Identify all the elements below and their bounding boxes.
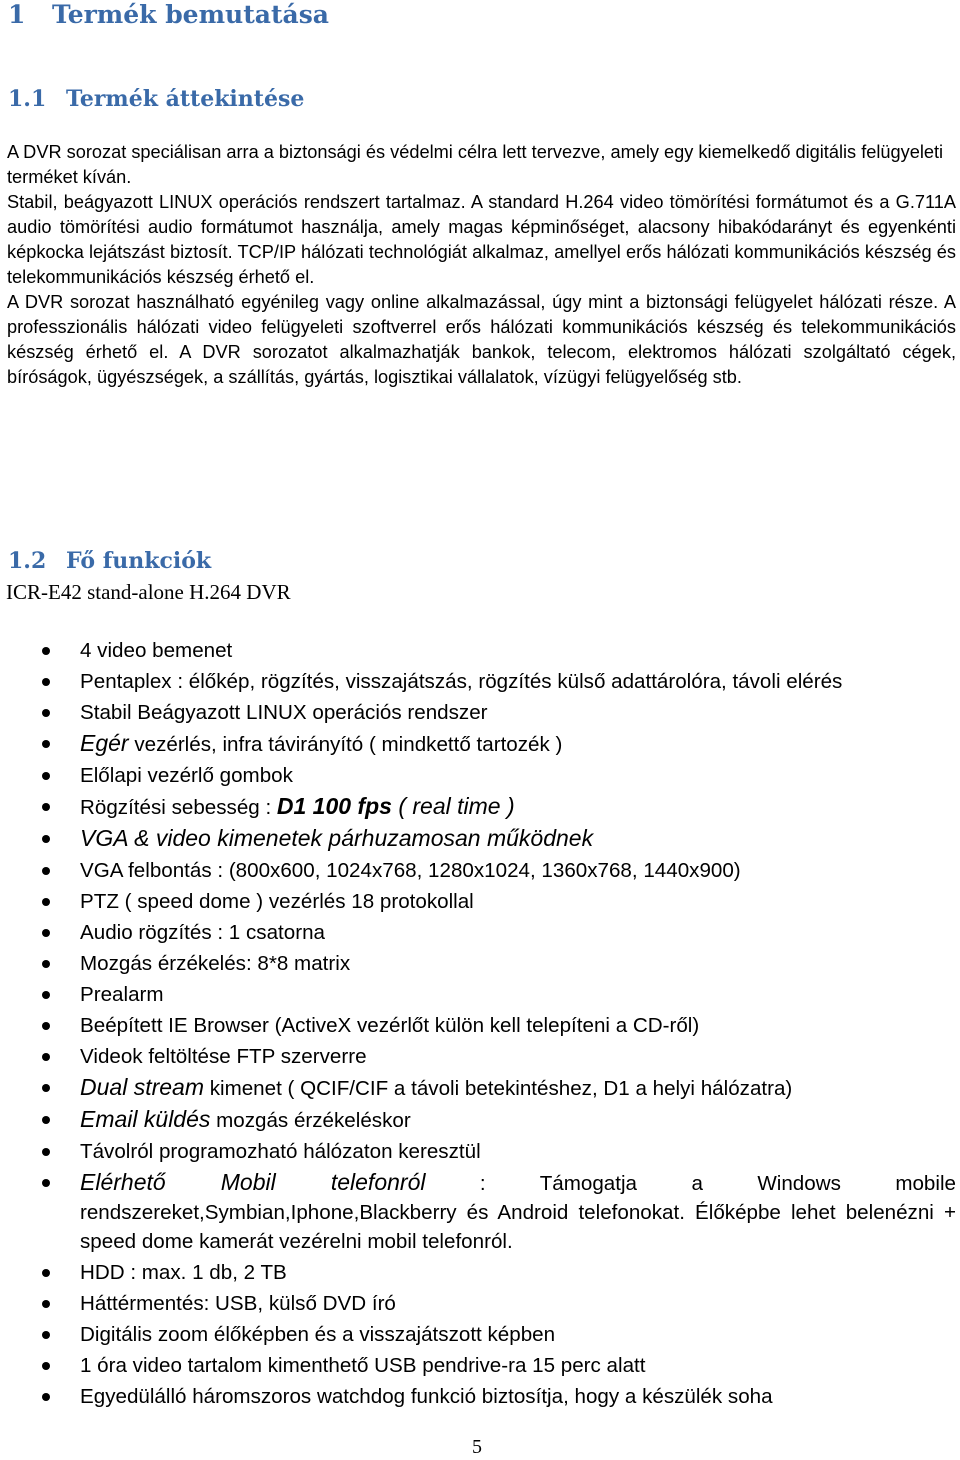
bullet-icon bbox=[42, 1084, 50, 1092]
feature-text: PTZ ( speed dome ) vezérlés 18 protokollal bbox=[80, 890, 474, 913]
bullet-icon bbox=[42, 1300, 50, 1308]
bullet-icon bbox=[42, 709, 50, 717]
feature-item bbox=[0, 887, 956, 916]
bullet-icon bbox=[42, 803, 50, 811]
feature-text: Beépített IE Browser (ActiveX vezérlőt külön kell telepíteni a CD-ről) bbox=[80, 1014, 700, 1037]
feature-item bbox=[0, 1258, 956, 1287]
feature-item bbox=[0, 1320, 956, 1349]
bullet-icon bbox=[42, 835, 50, 843]
feature-item bbox=[0, 667, 956, 696]
feature-text: Videok feltöltése FTP szerverre bbox=[80, 1045, 367, 1068]
feature-item bbox=[0, 1351, 956, 1380]
bullet-icon bbox=[42, 1362, 50, 1370]
feature-emphasis: Elérhető Mobil telefonról bbox=[80, 1169, 426, 1195]
chapter-number: 1 bbox=[8, 0, 26, 29]
bullet-icon bbox=[42, 1116, 50, 1124]
feature-text: Távolról programozható hálózaton keresztül bbox=[80, 1140, 481, 1163]
bullet-icon bbox=[42, 960, 50, 968]
feature-text: Mozgás érzékelés: 8*8 matrix bbox=[80, 952, 351, 975]
feature-item bbox=[0, 1042, 956, 1071]
feature-item bbox=[0, 792, 956, 822]
section-title: Fő funkciók bbox=[66, 548, 212, 574]
feature-text: Stabil Beágyazott LINUX operációs rendszer bbox=[80, 701, 488, 724]
feature-item bbox=[0, 636, 956, 665]
bullet-icon bbox=[42, 991, 50, 999]
product-name: ICR-E42 stand-alone H.264 DVR bbox=[6, 580, 291, 604]
bullet-icon bbox=[42, 740, 50, 748]
feature-item bbox=[0, 1073, 956, 1103]
bullet-icon bbox=[42, 678, 50, 686]
overview-sentence-3: A DVR sorozat használható egyénileg vagy online alkalmazással, úgy mint a biztonsági felügyelet hálózati része. A professzionális hálózati video felügyeleti szoftverrel erős hálózati kommunikációs készség és telekommunikációs készség érhető el. A DVR sorozatot alkalmazhatják bankok, telecom, elektromos hálózati szolgáltató cégek, bíróságok, ügyészségek, a szállítás, gyártás, logisztikai vállalatok, vízügyi felügyelőség stb. bbox=[7, 292, 956, 387]
feature-emphasis: VGA & video kimenetek párhuzamosan működnek bbox=[80, 825, 594, 851]
feature-text: : Támogatja a Windows mobile rendszereket,Symbian,Iphone,Blackberry és Android telefonokat. Élőképbe lehet belenézni + speed dome kamerát vezérelni mobil telefonról. bbox=[80, 1172, 956, 1253]
feature-emphasis: ( real time ) bbox=[391, 793, 515, 819]
chapter-heading bbox=[8, 0, 329, 29]
bullet-icon bbox=[42, 1022, 50, 1030]
feature-item bbox=[0, 1105, 956, 1135]
feature-text: mozgás érzékeléskor bbox=[210, 1109, 411, 1132]
feature-item bbox=[0, 824, 956, 854]
chapter-title: Termék bemutatása bbox=[52, 0, 329, 29]
feature-text: Rögzítési sebesség : bbox=[80, 796, 277, 819]
section-number: 1.2 bbox=[8, 548, 47, 574]
section-heading-overview bbox=[8, 86, 304, 112]
feature-text: Audio rögzítés : 1 csatorna bbox=[80, 921, 325, 944]
bullet-icon bbox=[42, 1053, 50, 1061]
feature-item bbox=[0, 761, 956, 790]
bullet-icon bbox=[42, 1393, 50, 1401]
overview-sentence-1: A DVR sorozat speciálisan arra a biztonsági és védelmi célra lett tervezve, amely egy kiemelkedő digitális felügyeleti terméket kíván. bbox=[7, 142, 944, 187]
feature-text: 1 óra video tartalom kimenthető USB pendrive-ra 15 perc alatt bbox=[80, 1354, 646, 1377]
feature-text: Pentaplex : élőkép, rögzítés, visszajátszás, rögzítés külső adattárolóra, távoli elérés bbox=[80, 670, 843, 693]
bullet-icon bbox=[42, 898, 50, 906]
section-title: Termék áttekintése bbox=[66, 86, 305, 112]
feature-item bbox=[0, 1382, 956, 1411]
section-heading-functions bbox=[8, 548, 211, 574]
feature-text: kimenet ( QCIF/CIF a távoli betekintéshez, D1 a helyi hálózatra) bbox=[203, 1077, 793, 1100]
feature-emphasis: Egér bbox=[80, 730, 129, 756]
feature-text: vezérlés, infra távirányító ( mindkettő tartozék ) bbox=[128, 733, 563, 756]
bullet-icon bbox=[42, 1179, 50, 1187]
overview-paragraph bbox=[7, 140, 956, 390]
section-number: 1.1 bbox=[8, 86, 47, 112]
bullet-icon bbox=[42, 772, 50, 780]
feature-text: VGA felbontás : (800x600, 1024x768, 1280x1024, 1360x768, 1440x900) bbox=[80, 859, 741, 882]
bullet-icon bbox=[42, 647, 50, 655]
feature-item bbox=[0, 980, 956, 1009]
bullet-icon bbox=[42, 867, 50, 875]
feature-emphasis: Email küldés bbox=[80, 1106, 211, 1132]
feature-text: Háttérmentés: USB, külső DVD író bbox=[80, 1292, 396, 1315]
feature-text: Egyedülálló háromszoros watchdog funkció biztosítja, hogy a készülék soha bbox=[80, 1385, 773, 1408]
feature-item bbox=[0, 1168, 956, 1256]
feature-item bbox=[0, 949, 956, 978]
bullet-icon bbox=[42, 1331, 50, 1339]
bullet-icon bbox=[42, 929, 50, 937]
feature-item bbox=[0, 1289, 956, 1318]
feature-item bbox=[0, 918, 956, 947]
page-number: 5 bbox=[472, 1436, 482, 1458]
feature-text: Digitális zoom élőképben és a visszajátszott képben bbox=[80, 1323, 556, 1346]
feature-text: Előlapi vezérlő gombok bbox=[80, 764, 293, 787]
feature-text: 4 video bemenet bbox=[80, 639, 233, 662]
overview-sentence-2: Stabil, beágyazott LINUX operációs rendszert tartalmaz. A standard H.264 video tömörítési formátumot és a G.711A audio tömörítési audio formátumot használja, amely magas képminőséget, alacsony hibakódarányt és egyenkénti képkocka lejátszást biztosít. TCP/IP hálózati technológiát alkalmaz, amellyel erős hálózati kommunikációs készség és telekommunikációs készség érhető el. bbox=[7, 192, 956, 287]
feature-emphasis: Dual stream bbox=[80, 1074, 204, 1100]
bullet-icon bbox=[42, 1148, 50, 1156]
feature-item bbox=[0, 698, 956, 727]
feature-item bbox=[0, 1137, 956, 1166]
feature-item bbox=[0, 729, 956, 759]
feature-text: Prealarm bbox=[80, 983, 164, 1006]
feature-item bbox=[0, 1011, 956, 1040]
feature-text: HDD : max. 1 db, 2 TB bbox=[80, 1261, 287, 1284]
feature-emphasis-bold: D1 100 fps bbox=[276, 793, 392, 819]
feature-item bbox=[0, 856, 956, 885]
bullet-icon bbox=[42, 1269, 50, 1277]
feature-list bbox=[0, 636, 956, 1413]
